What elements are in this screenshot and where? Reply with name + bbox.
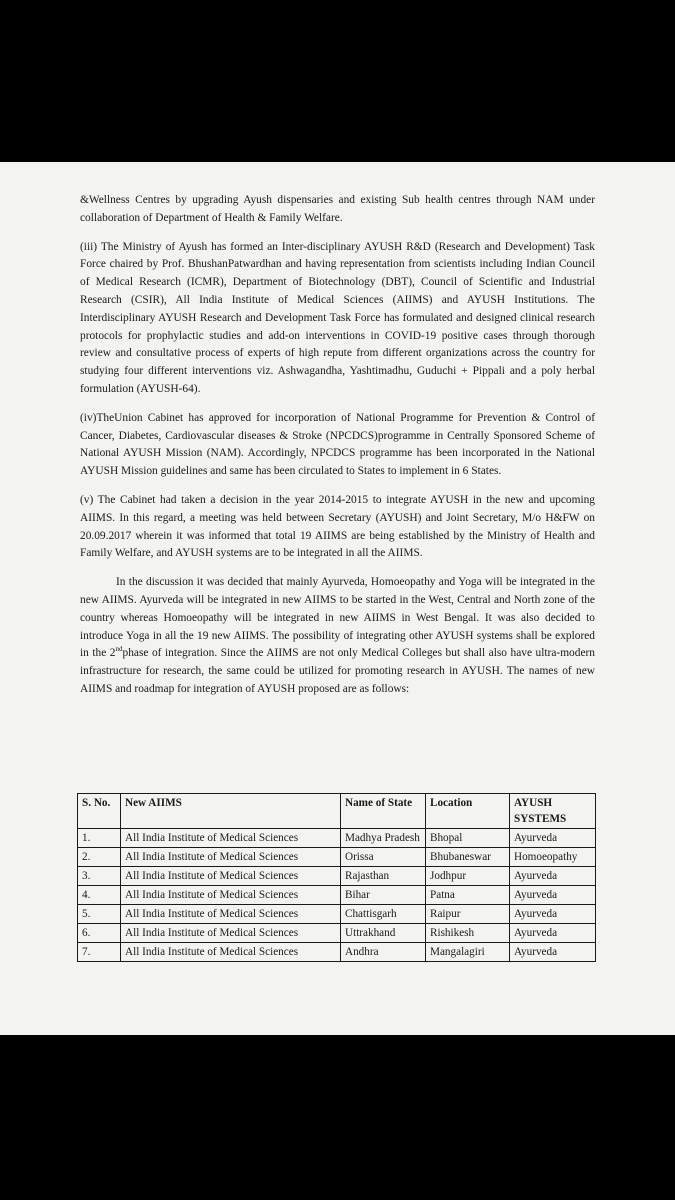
cell-state: Uttrakhand xyxy=(341,924,426,943)
paragraph-discussion-part-1: In the discussion it was decided that mainly Ayurveda, Homoeopathy and Yoga will be integrated in the new AIIMS. Ayurveda will be integrated in new AIIMS to be started in the West, Central and North zone of the country whereas Homoeopathy will be integrated in new AIIMS in West Bengal. It was also decided to introduce Yoga in all the 19 new AIIMS. The possibility of integrating other AYUSH systems shall be explored in the 2 xyxy=(80,576,595,660)
header-location: Location xyxy=(426,794,510,829)
document-page xyxy=(0,162,675,1035)
cell-location: Patna xyxy=(426,886,510,905)
paragraph-discussion xyxy=(80,574,595,699)
cell-institute: All India Institute of Medical Sciences xyxy=(121,886,341,905)
paragraph-wellness-centres: &Wellness Centres by upgrading Ayush dispensaries and existing Sub health centres through NAM under collaboration of Department of Health & Family Welfare. xyxy=(80,194,595,224)
cell-state: Rajasthan xyxy=(341,867,426,886)
cell-institute: All India Institute of Medical Sciences xyxy=(121,924,341,943)
table-row xyxy=(78,829,596,848)
header-ayush-systems: AYUSH SYSTEMS xyxy=(510,794,596,829)
cell-location: Jodhpur xyxy=(426,867,510,886)
paragraph-discussion-part-2: phase of integration. Since the AIIMS are not only Medical Colleges but shall also have ultra-modern infrastructure for research, the same could be utilized for promoting research in AYUSH. The names of new AIIMS and roadmap for integration of AYUSH proposed are as follows: xyxy=(80,647,595,695)
cell-location: Mangalagiri xyxy=(426,943,510,962)
paragraph-npcdcs: (iv)TheUnion Cabinet has approved for incorporation of National Programme for Prevention & Control of Cancer, Diabetes, Cardiovascular diseases & Stroke (NPCDCS)programme in Centrally Sponsored Scheme of National AYUSH Mission (NAM). Accordingly, NPCDCS programme has been incorporated in the National AYUSH Mission guidelines and same has been circulated to States to implement in 6 States. xyxy=(80,411,595,478)
cell-system: Ayurveda xyxy=(510,829,596,848)
table-row xyxy=(78,867,596,886)
cell-state: Bihar xyxy=(341,886,426,905)
cell-sno: 4. xyxy=(78,886,121,905)
table-row xyxy=(78,943,596,962)
cell-system: Ayurveda xyxy=(510,905,596,924)
cell-institute: All India Institute of Medical Sciences xyxy=(121,848,341,867)
table-row xyxy=(78,848,596,867)
table-row xyxy=(78,924,596,943)
document-body xyxy=(80,192,595,710)
paragraph-aiims-integration: (v) The Cabinet had taken a decision in the year 2014-2015 to integrate AYUSH in the new and upcoming AIIMS. In this regard, a meeting was held between Secretary (AYUSH) and Joint Secretary, M/o H&FW on 20.09.2017 wherein it was informed that total 19 AIIMS are being established by the Ministry of Health and Family Welfare, and AYUSH systems are to be integrated in all the AIIMS. xyxy=(80,493,595,560)
paragraph-rd-task-force: (iii) The Ministry of Ayush has formed an Inter-disciplinary AYUSH R&D (Research and Development) Task Force chaired by Prof. BhushanPatwardhan and having representation from scientists including Indian Council of Medical Research (ICMR), Department of Biotechnology (DBT), Council of Scientific and Industrial Research (CSIR), All India Institute of Medical Sciences (AIIMS) and AYUSH Institutions. The Interdisciplinary AYUSH Research and Development Task Force has formulated and designed clinical research protocols for prophylactic studies and add-on interventions in COVID-19 positive cases through thorough review and consultative process of experts of high repute from different organizations across the country for studying four different interventions viz. Ashwagandha, Yashtimadhu, Guduchi + Pippali and a poly herbal formulation (AYUSH-64). xyxy=(80,240,595,395)
cell-sno: 1. xyxy=(78,829,121,848)
cell-system: Ayurveda xyxy=(510,943,596,962)
cell-state: Madhya Pradesh xyxy=(341,829,426,848)
table-row xyxy=(78,886,596,905)
header-sno: S. No. xyxy=(78,794,121,829)
cell-system: Ayurveda xyxy=(510,886,596,905)
cell-location: Bhubaneswar xyxy=(426,848,510,867)
cell-institute: All India Institute of Medical Sciences xyxy=(121,905,341,924)
cell-sno: 7. xyxy=(78,943,121,962)
cell-state: Andhra xyxy=(341,943,426,962)
cell-institute: All India Institute of Medical Sciences xyxy=(121,829,341,848)
aiims-table xyxy=(77,793,596,962)
cell-location: Rishikesh xyxy=(426,924,510,943)
cell-sno: 5. xyxy=(78,905,121,924)
cell-institute: All India Institute of Medical Sciences xyxy=(121,867,341,886)
cell-system: Ayurveda xyxy=(510,867,596,886)
cell-sno: 3. xyxy=(78,867,121,886)
cell-location: Bhopal xyxy=(426,829,510,848)
cell-sno: 6. xyxy=(78,924,121,943)
cell-system: Ayurveda xyxy=(510,924,596,943)
header-new-aiims: New AIIMS xyxy=(121,794,341,829)
table-header-row xyxy=(78,794,596,829)
cell-institute: All India Institute of Medical Sciences xyxy=(121,943,341,962)
header-state: Name of State xyxy=(341,794,426,829)
cell-location: Raipur xyxy=(426,905,510,924)
cell-state: Orissa xyxy=(341,848,426,867)
table-row xyxy=(78,905,596,924)
cell-sno: 2. xyxy=(78,848,121,867)
cell-state: Chattisgarh xyxy=(341,905,426,924)
cell-system: Homoeopathy xyxy=(510,848,596,867)
ordinal-superscript: nd xyxy=(115,645,123,654)
